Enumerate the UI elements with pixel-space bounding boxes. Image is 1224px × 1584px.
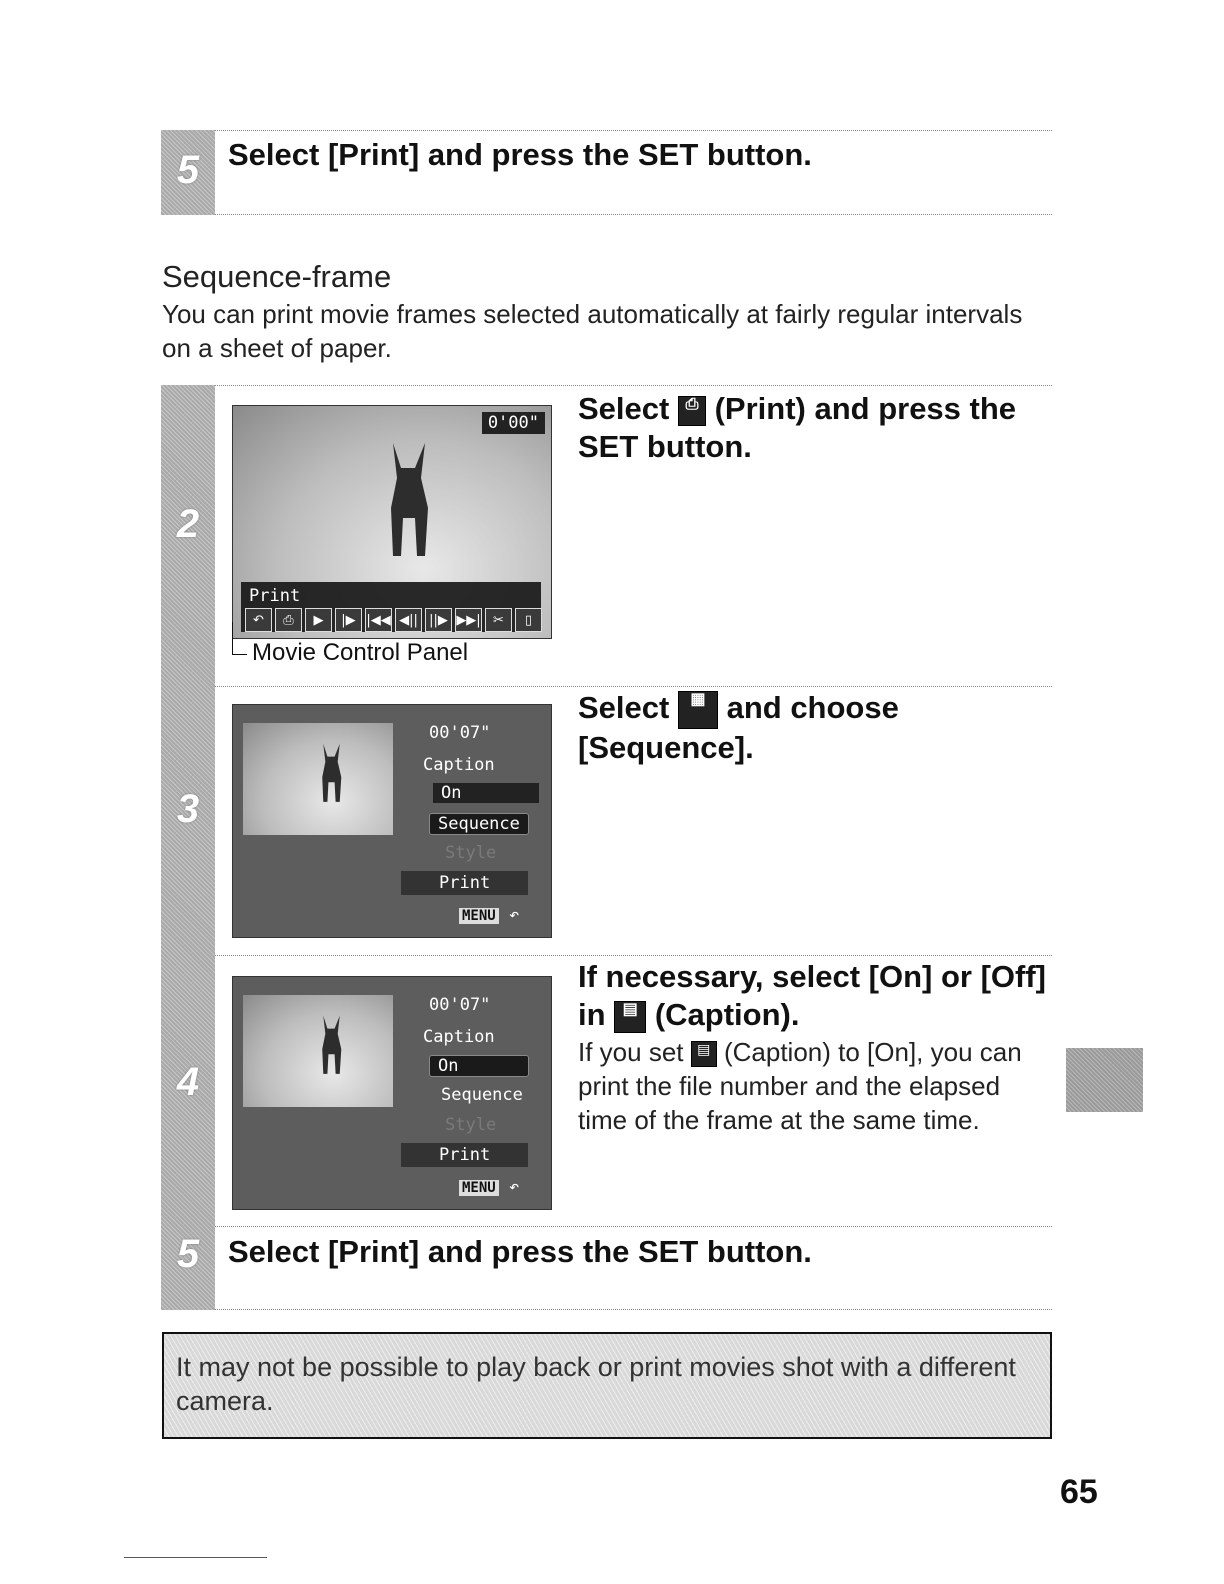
step-number: 5: [176, 1232, 200, 1276]
divider: [215, 385, 1052, 386]
divider: [215, 1309, 1052, 1310]
step-description: If you set ▤ (Caption) to [On], you can print the file number and the elapsed time of the frame at the same time.: [578, 1037, 1022, 1135]
step-title: Select ▦ and choose [Sequence].: [578, 690, 899, 765]
step-bar: [161, 130, 215, 215]
camera-screen: [232, 704, 552, 938]
slow-motion-button[interactable]: |▶: [335, 608, 362, 632]
exit-button[interactable]: ↶: [245, 608, 272, 632]
section-heading: Sequence-frame: [162, 259, 392, 294]
page-number: 65: [1060, 1473, 1098, 1511]
footer-rule: [124, 1557, 267, 1558]
edit-button[interactable]: ✂: [485, 608, 512, 632]
next-frame-button[interactable]: ||▶: [425, 608, 452, 632]
step-number: 5: [176, 148, 200, 192]
note-text: It may not be possible to play back or print movies shot with a different camera.: [176, 1352, 1016, 1416]
chapter-tab: [1066, 1048, 1143, 1112]
dog-image: [373, 438, 443, 558]
step-number: 4: [176, 1060, 200, 1104]
print-icon: ⎙: [678, 396, 706, 426]
caption-label: Caption: [423, 1027, 495, 1047]
callout-line: [232, 622, 247, 655]
divider: [215, 686, 1052, 687]
timecode: 00'07": [429, 995, 491, 1015]
caption-label: Caption: [423, 755, 495, 775]
camera-screen: [232, 405, 552, 639]
dog-image: [313, 741, 349, 803]
panel-label: Print: [249, 586, 301, 606]
divider: [215, 1226, 1052, 1227]
step-title: Select [Print] and press the SET button.: [228, 137, 812, 172]
step-title: Select ⎙ (Print) and press the SET button.: [578, 391, 1017, 464]
print-button[interactable]: ⎙: [275, 608, 302, 632]
caption-value[interactable]: On: [429, 1055, 529, 1077]
layout-value[interactable]: Sequence: [441, 1085, 523, 1105]
menu-key: MENU: [459, 1180, 499, 1196]
step-number: 2: [176, 502, 200, 546]
dog-image: [313, 1013, 349, 1075]
layout-value[interactable]: Sequence: [429, 813, 529, 835]
style-item: Style: [445, 1115, 497, 1135]
timecode: 0'00": [482, 412, 545, 434]
menu-return[interactable]: MENU ↶: [459, 1177, 519, 1197]
note-box: [162, 1332, 1052, 1439]
step-title: Select [Print] and press the SET button.: [228, 1234, 812, 1269]
step-number: 3: [176, 787, 200, 831]
section-intro: You can print movie frames selected automatically at fairly regular intervals on a sheet of paper.: [162, 299, 1023, 363]
control-buttons: [245, 608, 542, 632]
play-button[interactable]: ▶: [305, 608, 332, 632]
volume-button[interactable]: ▯: [515, 608, 542, 632]
caption-icon: ▤: [691, 1041, 717, 1067]
first-frame-button[interactable]: |◀◀: [365, 608, 392, 632]
divider: [215, 214, 1052, 215]
print-button[interactable]: Print: [401, 1143, 528, 1167]
menu-return[interactable]: MENU ↶: [459, 905, 519, 925]
divider: [215, 955, 1052, 956]
previous-frame-button[interactable]: ◀||: [395, 608, 422, 632]
style-item: Style: [445, 843, 497, 863]
callout-label: Movie Control Panel: [252, 639, 469, 666]
camera-screen: [232, 976, 552, 1210]
layout-icon: ▦: [678, 691, 718, 729]
print-button[interactable]: Print: [401, 871, 528, 895]
step-title: If necessary, select [On] or [Off] in ▤ (Caption).: [578, 959, 1046, 1032]
caption-icon: ▤: [614, 1001, 646, 1033]
menu-key: MENU: [459, 908, 499, 924]
timecode: 00'07": [429, 723, 491, 743]
divider: [215, 130, 1052, 131]
last-frame-button[interactable]: ▶▶|: [455, 608, 482, 632]
caption-value[interactable]: On: [433, 783, 539, 803]
